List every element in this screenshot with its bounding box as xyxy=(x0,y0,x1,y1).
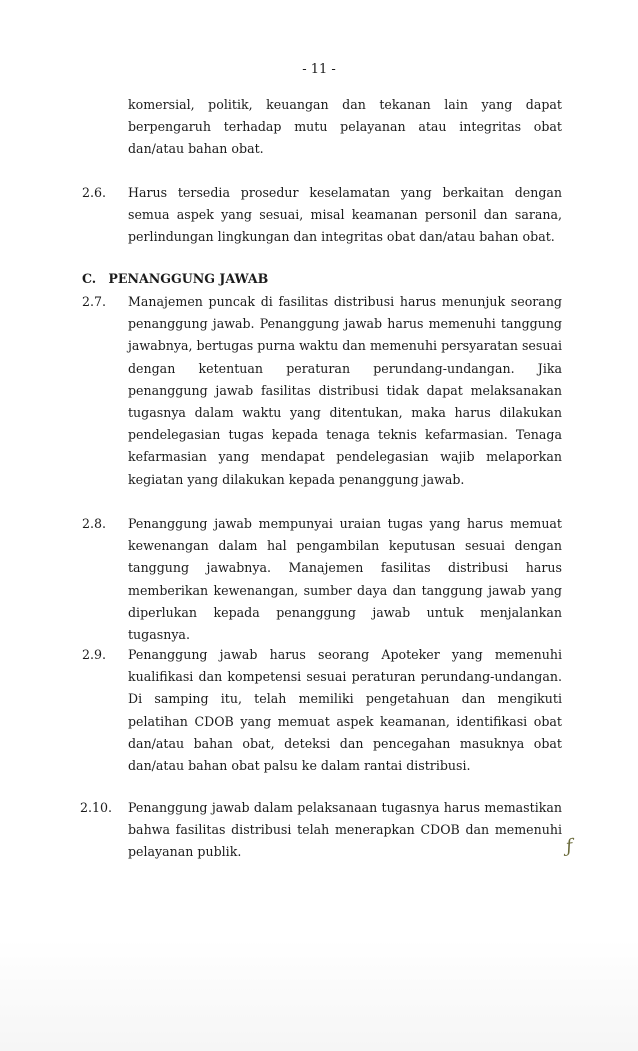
continuation-paragraph: komersial, politik, keuangan dan tekanan lain yang dapat berpengaruh terhadap mutu pelayanan atau integritas obat dan/atau bahan obat. xyxy=(128,97,562,157)
handwritten-initial: ƒ xyxy=(564,835,575,858)
item-number: 2.9. xyxy=(82,647,107,662)
item-text: Manajemen puncak di fasilitas distribusi harus menunjuk seorang penanggung jawab. Penanggung jawab harus memenuhi tanggung jawabnya, bertugas purna waktu dan memenuhi persyaratan sesuai dengan ketentuan peraturan perundang-undangan. Jika penanggung jawab fasilitas distribusi tidak dapat melaksanakan tugasnya dalam waktu yang ditentukan, maka harus dilakukan pendelegasian tugas kepada tenaga teknis kefarmasian. Tenaga kefarmasian yang mendapat pendelegasian wajib melaporkan kegiatan yang dilakukan kepada penanggung jawab. xyxy=(128,294,562,487)
item-text: Penanggung jawab harus seorang Apoteker yang memenuhi kualifikasi dan kompetensi sesuai peraturan perundang-undangan. Di samping itu, telah memiliki pengetahuan dan mengikuti pelatihan CDOB yang memuat aspek keamanan, identifikasi obat dan/atau bahan obat, deteksi dan pencegahan masuknya obat dan/atau bahan obat palsu ke dalam rantai distribusi. xyxy=(128,647,562,774)
page-bottom-margin xyxy=(0,940,638,1051)
page-number: - 11 - xyxy=(302,62,336,77)
section-letter: C. xyxy=(82,271,97,286)
item-number: 2.6. xyxy=(82,185,107,200)
item-text: Penanggung jawab mempunyai uraian tugas yang harus memuat kewenangan dalam hal pengambilan keputusan sesuai dengan tanggung jawabnya. Manajemen fasilitas distribusi harus memberikan kewenangan, sumber daya dan tanggung jawab yang diperlukan kepada penanggung jawab untuk menjalankan tugasnya. xyxy=(128,516,562,643)
item-number: 2.8. xyxy=(82,516,107,531)
section-title: PENANGGUNG JAWAB xyxy=(108,271,269,286)
item-text: Harus tersedia prosedur keselamatan yang berkaitan dengan semua aspek yang sesuai, misal keamanan personil dan sarana, perlindungan lingkungan dan integritas obat dan/atau bahan obat. xyxy=(128,185,562,245)
item-text: Penanggung jawab dalam pelaksanaan tugasnya harus memastikan bahwa fasilitas distribusi telah menerapkan CDOB dan memenuhi pelayanan publik. xyxy=(128,800,562,860)
section-heading xyxy=(82,268,268,290)
item-number: 2.7. xyxy=(82,294,107,309)
item-number: 2.10. xyxy=(80,800,113,815)
